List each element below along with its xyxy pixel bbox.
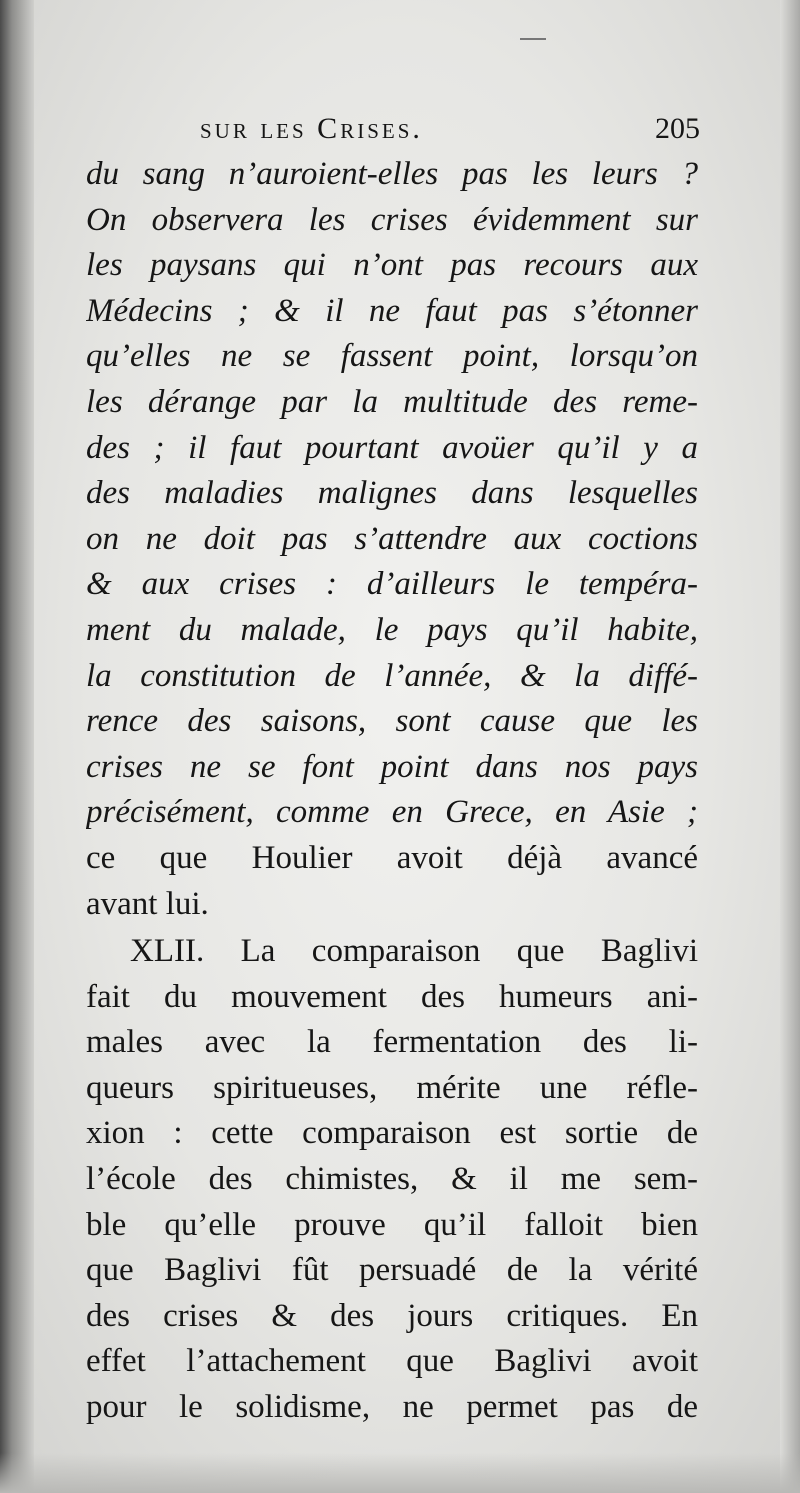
page-bottom-shadow — [0, 1453, 800, 1493]
text-line: ble qu’elle prouve qu’il falloit bien — [86, 1206, 698, 1243]
running-title: sur les Crises. — [200, 112, 423, 145]
text-line: ment du malade, le pays qu’il habite, — [86, 611, 698, 648]
text-line: du sang n’auroient-elles pas les leurs ? — [86, 156, 698, 192]
text-line: XLII. La comparaison que Baglivi — [130, 933, 698, 970]
top-ink-mark — [520, 38, 546, 40]
text-line: xion : cette comparaison est sortie de — [86, 1115, 698, 1152]
text-line: On observera les crises évidemment sur — [86, 201, 698, 238]
page-binding-shadow — [0, 0, 34, 1493]
text-line: effet l’attachement que Baglivi avoit — [86, 1343, 698, 1380]
paragraph-italic — [86, 152, 698, 927]
text-line: la constitution de l’année, & la diffé- — [86, 657, 698, 694]
page-edge-shadow — [780, 0, 800, 1493]
text-line: des crises & des jours critiques. En — [86, 1297, 698, 1334]
text-line: des maladies malignes dans lesquelles — [86, 475, 698, 512]
page-number: 205 — [655, 112, 700, 145]
text-line: rence des saisons, sont cause que les — [86, 703, 698, 740]
text-line: l’école des chimistes, & il me sem- — [86, 1161, 698, 1198]
text-line: Médecins ; & il ne faut pas s’étonner — [86, 292, 698, 329]
text-line: avant lui. — [86, 885, 209, 922]
text-line: males avec la fermentation des li- — [86, 1024, 698, 1061]
text-line: queurs spiritueuses, mérite une réfle- — [86, 1069, 698, 1106]
text-line: les paysans qui n’ont pas recours aux — [86, 247, 698, 284]
text-line: crises ne se font point dans nos pays — [86, 748, 698, 785]
text-line: & aux crises : d’ailleurs le tempéra- — [86, 566, 698, 603]
text-line: précisément, comme en Grece, en Asie ; — [86, 794, 698, 831]
text-line: pour le solidisme, ne permet pas de — [86, 1389, 698, 1426]
text-line: ce que Houlier avoit déjà avancé — [86, 839, 698, 876]
text-line: que Baglivi fût persuadé de la vérité — [86, 1252, 698, 1289]
paragraph-roman — [86, 929, 698, 1431]
body-text — [86, 152, 698, 1431]
text-line: on ne doit pas s’attendre aux coctions — [86, 520, 698, 557]
text-line: qu’elles ne se fassent point, lorsqu’on — [86, 338, 698, 375]
text-line: les dérange par la multitude des reme- — [86, 383, 698, 420]
text-line: des ; il faut pourtant avoüer qu’il y a — [86, 429, 698, 466]
text-line: fait du mouvement des humeurs ani- — [86, 978, 698, 1015]
running-head — [200, 112, 700, 152]
